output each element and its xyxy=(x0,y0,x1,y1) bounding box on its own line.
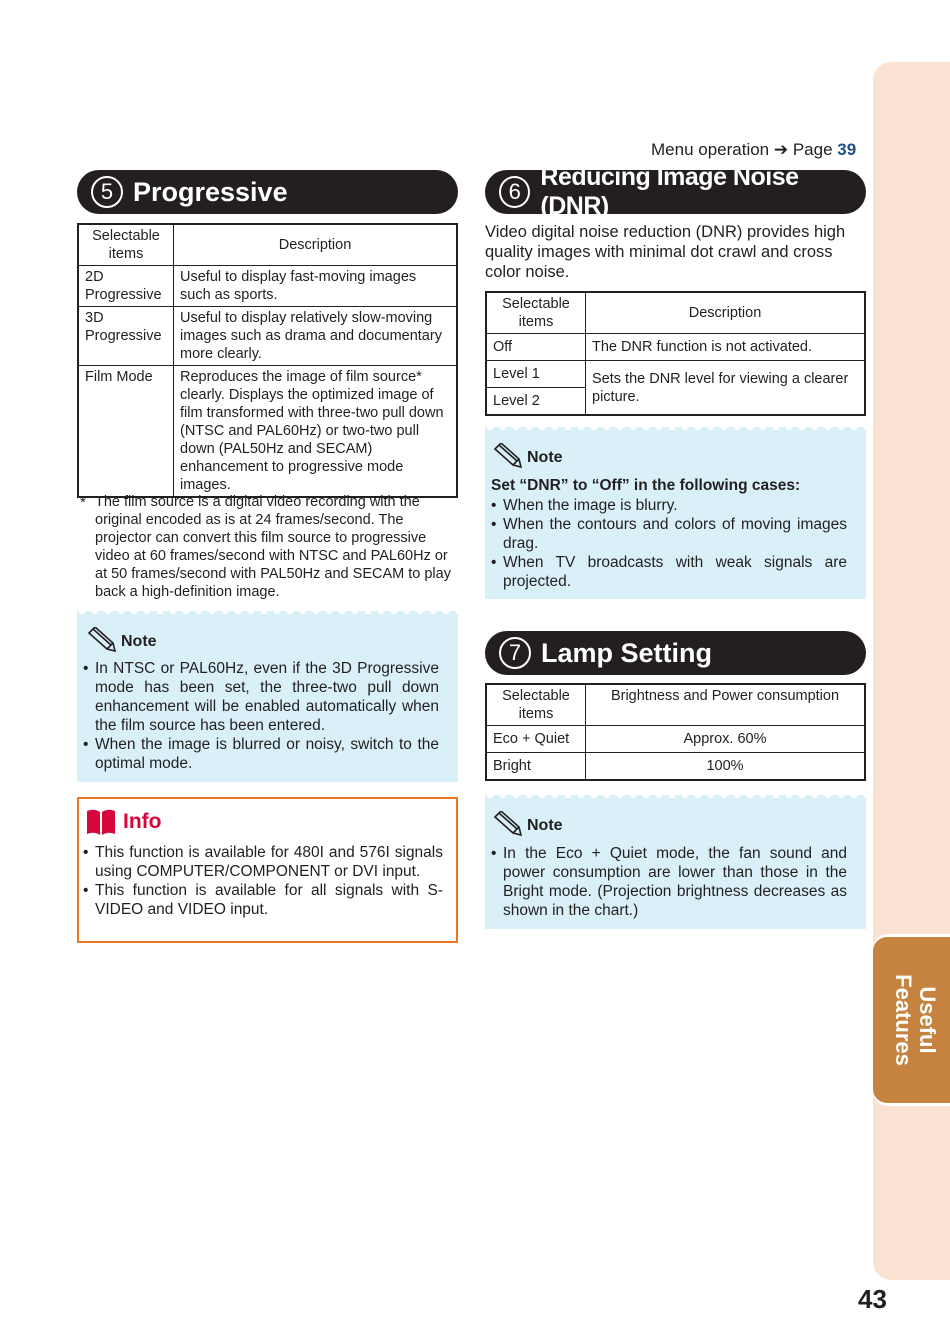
dnr-table xyxy=(485,291,866,416)
note-title: Note xyxy=(527,449,563,466)
pencil-note-icon xyxy=(491,443,527,473)
note-title: Note xyxy=(121,633,157,650)
progressive-table xyxy=(77,223,458,498)
note-heading xyxy=(85,627,157,657)
table-row xyxy=(486,361,865,388)
table-row xyxy=(486,726,865,753)
dnr-note-list xyxy=(491,496,847,591)
list-item: • This function is available for 480I and 576I signals using COMPUTER/COMPONENT or DVI input. xyxy=(83,843,443,881)
table-cell-item: Eco + Quiet xyxy=(486,726,586,753)
table-header-cell: Selectable items xyxy=(78,224,174,266)
page-number: 43 xyxy=(858,1284,887,1314)
info-box xyxy=(77,797,458,943)
dnr-intro: Video digital noise reduction (DNR) provides high quality images with minimal dot crawl and cross color noise. xyxy=(485,223,846,281)
table-cell-item: Level 1 xyxy=(486,361,586,388)
list-item: • In the Eco + Quiet mode, the fan sound and power consumption are lower than those in the Bright mode. (Projection brightness decreases as shown in the chart.) xyxy=(491,844,847,920)
footnote-mark: * xyxy=(80,494,86,511)
note-title: Note xyxy=(527,817,563,834)
menu-reference-label: Menu operation ➔ Page xyxy=(651,140,833,159)
table-header-cell: Selectable items xyxy=(486,684,586,726)
table-row xyxy=(78,366,457,498)
table-row xyxy=(78,266,457,307)
table-cell-desc: Useful to display fast-moving images such as sports. xyxy=(174,266,458,307)
table-cell-item: 3D Progressive xyxy=(78,307,174,366)
info-list xyxy=(83,843,443,919)
section-number-badge: 6 xyxy=(499,176,530,208)
progressive-note-list xyxy=(83,659,439,773)
list-item: • This function is available for all signals with S-VIDEO and VIDEO input. xyxy=(83,881,443,919)
pencil-note-icon xyxy=(85,627,121,657)
table-cell-desc: Reproduces the image of film source* clearly. Displays the optimized image of film transformed with three-two pull down (NTSC and PAL60Hz) or two-two pull down (PAL50Hz and SECAM) enhancement to progressive mode images. xyxy=(174,366,458,498)
table-header-row xyxy=(486,292,865,334)
table-cell-item: 2D Progressive xyxy=(78,266,174,307)
progressive-heading xyxy=(77,170,458,214)
menu-reference[interactable] xyxy=(651,140,856,160)
table-header-row xyxy=(78,224,457,266)
section-number-badge: 5 xyxy=(91,176,123,208)
dnr-note-box xyxy=(485,427,866,599)
progressive-title: Progressive xyxy=(133,176,288,207)
list-item: • When the image is blurred or noisy, switch to the optimal mode. xyxy=(83,735,439,773)
menu-reference-page[interactable]: 39 xyxy=(837,140,857,159)
note-scallop xyxy=(485,427,866,437)
note-subheading: Set “DNR” to “Off” in the following cases: xyxy=(491,477,801,494)
dnr-heading xyxy=(485,163,866,220)
table-cell-desc: The DNR function is not activated. xyxy=(586,334,866,361)
progressive-footnote xyxy=(80,493,454,601)
side-tab-label: Useful Features xyxy=(891,974,940,1066)
info-title: Info xyxy=(123,810,162,833)
note-heading xyxy=(491,811,563,841)
dnr-title: Reducing Image Noise (DNR) xyxy=(540,163,799,220)
lamp-note-box xyxy=(485,795,866,929)
lamp-title: Lamp Setting xyxy=(541,637,713,668)
table-header-row xyxy=(486,684,865,726)
table-cell-desc: Useful to display relatively slow-moving images such as drama and documentary more clearly. xyxy=(174,307,458,366)
note-scallop xyxy=(77,611,458,621)
note-scallop xyxy=(485,795,866,805)
table-header-cell: Brightness and Power consumption xyxy=(586,684,866,726)
table-cell-value: 100% xyxy=(586,753,866,781)
book-icon xyxy=(85,807,117,837)
note-heading xyxy=(491,443,563,473)
table-row xyxy=(486,334,865,361)
table-header-cell: Selectable items xyxy=(486,292,586,334)
table-header-cell: Description xyxy=(174,224,458,266)
table-cell-item: Off xyxy=(486,334,586,361)
list-item: • When the image is blurry. xyxy=(491,496,847,515)
table-cell-item: Level 2 xyxy=(486,388,586,416)
table-cell-item: Bright xyxy=(486,753,586,781)
list-item: • When TV broadcasts with weak signals are projected. xyxy=(491,553,847,591)
side-tab-label-wrap xyxy=(885,950,945,1090)
lamp-note-list xyxy=(491,844,847,920)
table-row xyxy=(486,753,865,781)
table-cell-item: Film Mode xyxy=(78,366,174,498)
list-item: • In NTSC or PAL60Hz, even if the 3D Progressive mode has been set, the three-two pull down enhancement will be enabled automatically when the film source has been entered. xyxy=(83,659,439,735)
table-cell-value: Approx. 60% xyxy=(586,726,866,753)
info-heading xyxy=(85,807,161,837)
table-header-cell: Description xyxy=(586,292,866,334)
list-item: • When the contours and colors of moving images drag. xyxy=(491,515,847,553)
footnote-text: The film source is a digital video recording with the original encoded as is at 24 frames/second. The projector can convert this film source to progressive video at 60 frames/second with NTSC and PAL60Hz or at 50 frames/second with PAL50Hz and SECAM to play back a high-definition image. xyxy=(95,494,451,600)
pencil-note-icon xyxy=(491,811,527,841)
lamp-heading xyxy=(485,631,866,675)
lamp-table xyxy=(485,683,866,781)
progressive-note-box xyxy=(77,611,458,782)
table-cell-desc: Sets the DNR level for viewing a clearer picture. xyxy=(586,361,866,416)
section-number-badge: 7 xyxy=(499,637,531,669)
table-row xyxy=(78,307,457,366)
